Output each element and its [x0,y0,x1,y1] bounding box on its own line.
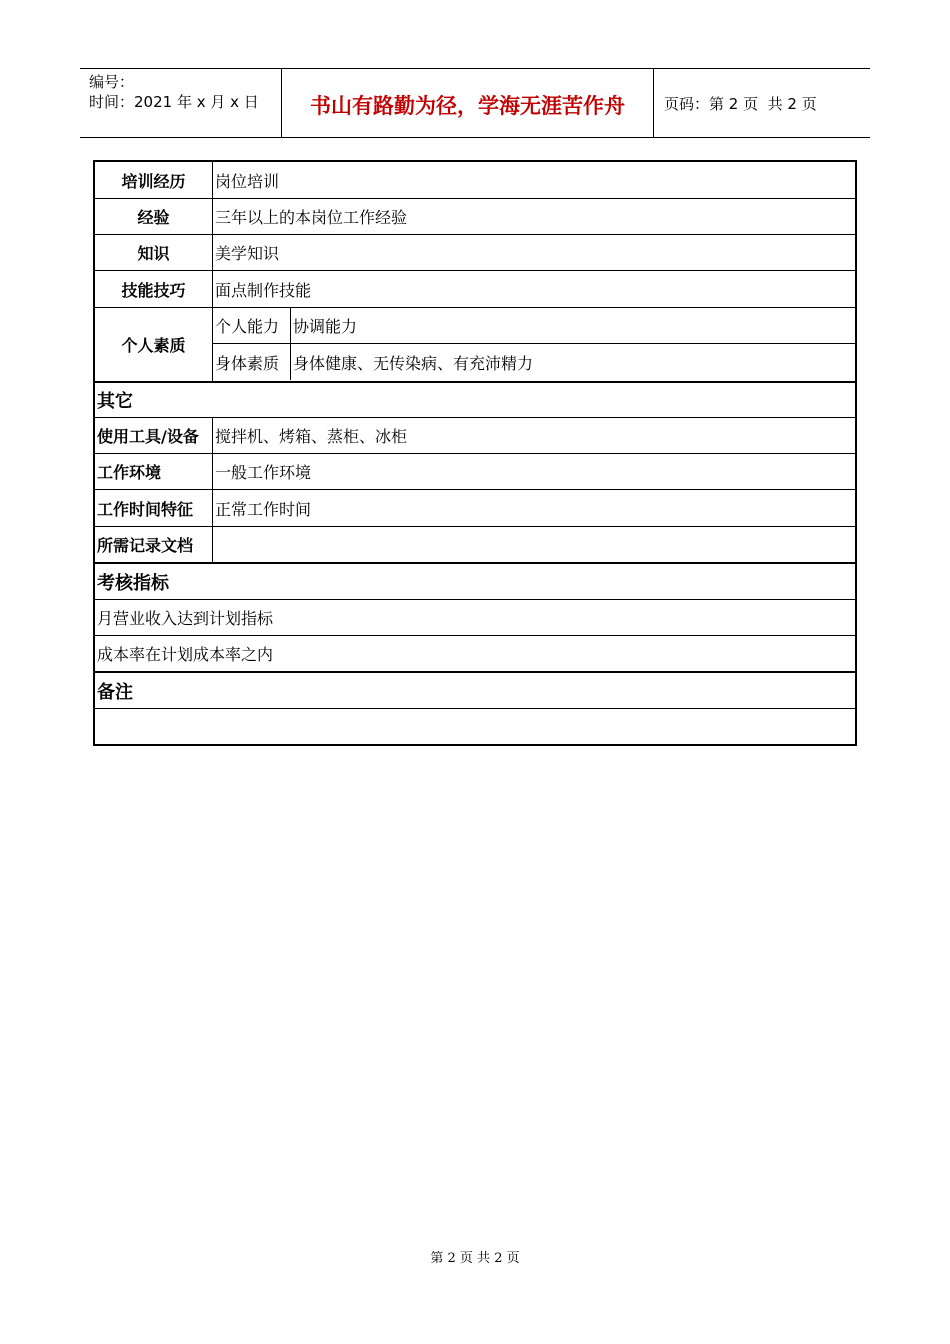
subrow-value: 协调能力 [293,317,358,336]
page-header [80,68,870,138]
row-value: 面点制作技能 [215,280,312,300]
row-label: 技能技巧 [95,271,213,307]
subrow-label: 个人能力 [213,308,291,343]
personal-quality-group [95,308,855,383]
assessment-item: 成本率在计划成本率之内 [97,645,274,664]
section-header-assessment [95,564,855,600]
row-value [213,527,855,562]
row-value: 正常工作时间 [215,499,312,519]
row-label: 培训经历 [95,162,213,198]
page-indicator: 页码：第 2 页 共 2 页 [664,94,817,113]
section-header-remarks [95,673,855,709]
table-row [95,271,855,308]
remarks-row [95,709,855,744]
subrow-label: 身体素质 [213,344,291,380]
row-value: 美学知识 [215,244,280,263]
row-label: 使用工具/设备 [95,418,213,453]
list-item [95,600,855,636]
document-date: 时间：2021 年 x 月 x 日 [89,93,259,111]
row-value: 岗位培训 [215,171,280,191]
row-label: 工作环境 [95,454,213,489]
row-value: 三年以上的本岗位工作经验 [215,208,408,227]
assessment-item: 月营业收入达到计划指标 [97,609,274,628]
header-page-cell [654,69,870,137]
motto-text: 书山有路勤为径，学海无涯苦作舟 [310,94,625,118]
row-label: 所需记录文档 [95,527,213,562]
document-number-label: 编号： [89,73,135,91]
section-header-other [95,383,855,418]
remarks-value [95,709,855,744]
row-label: 经验 [95,199,213,234]
section-title: 备注 [97,681,133,703]
table-row [95,162,855,199]
row-label: 工作时间特征 [95,490,213,526]
table-row [95,527,855,564]
section-title: 考核指标 [97,572,169,594]
list-item [95,636,855,673]
row-value: 搅拌机、烤箱、蒸柜、冰柜 [215,427,408,446]
table-row [95,454,855,490]
personal-quality-label: 个人素质 [95,308,213,381]
header-motto-cell [282,69,654,137]
table-row [213,308,855,344]
table-row [95,199,855,235]
page-footer [0,1247,950,1266]
table-row [95,490,855,527]
header-meta [80,69,282,137]
personal-quality-items [213,308,855,381]
subrow-value: 身体健康、无传染病、有充沛精力 [293,353,534,373]
table-row [95,235,855,271]
job-description-table [93,160,857,746]
row-value: 一般工作环境 [215,463,312,482]
row-label: 知识 [95,235,213,270]
footer-page-number: 第 2 页 共 2 页 [430,1251,520,1266]
section-title: 其它 [97,391,133,412]
table-row [95,418,855,454]
table-row [213,344,855,380]
